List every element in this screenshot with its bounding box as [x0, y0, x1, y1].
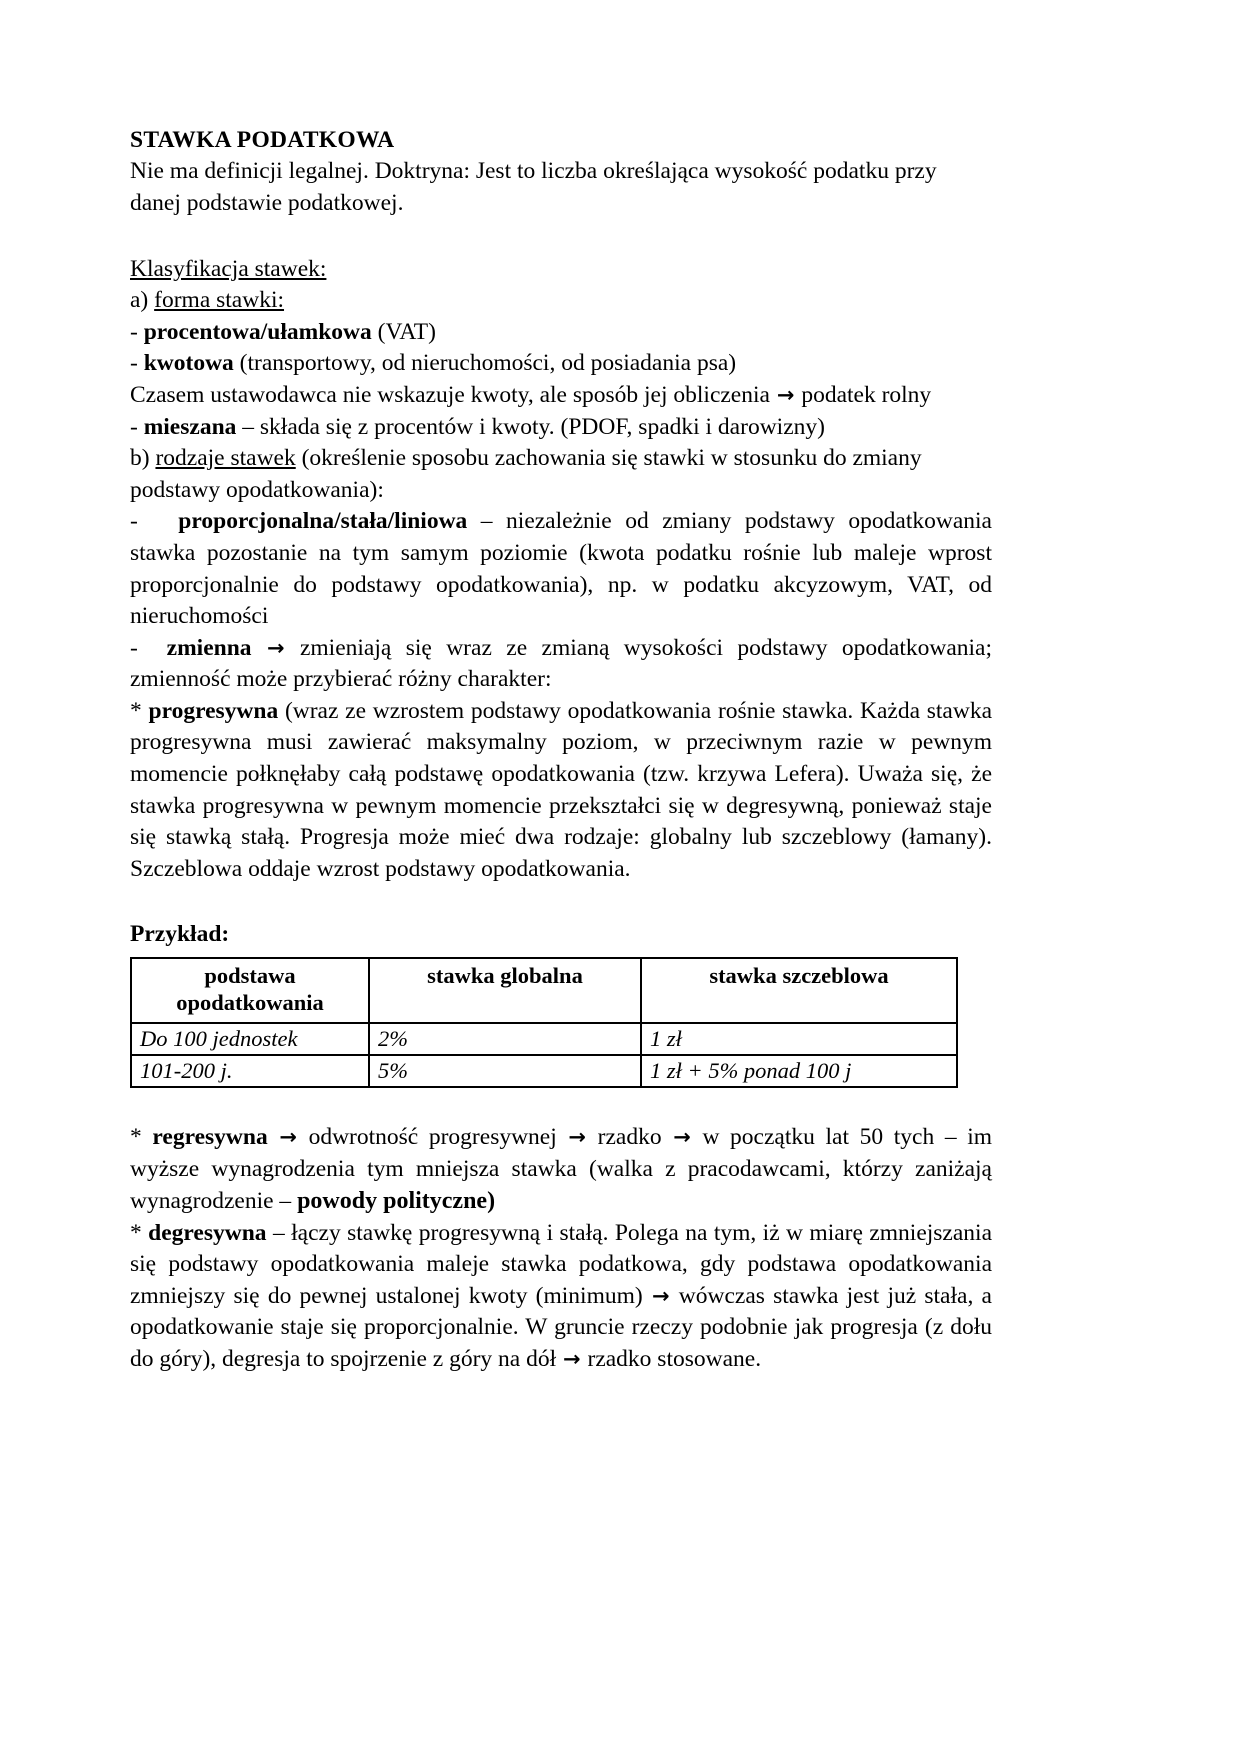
column-header-podstawa: podstawa opodatkowania	[131, 958, 369, 1023]
section-b-heading	[130, 443, 992, 506]
column-header-globalna: stawka globalna	[369, 958, 641, 1023]
right-arrow-icon: →	[568, 1124, 587, 1149]
spacer	[130, 220, 992, 254]
note-text-after: podatek rolny	[795, 381, 932, 408]
dash-marker: -	[130, 350, 138, 377]
cell-globalna: 2%	[369, 1023, 641, 1055]
term-procentowa-rest: (VAT)	[371, 318, 436, 345]
term-progresywna: progresywna	[148, 697, 279, 724]
term-procentowa: procentowa/ułamkowa	[143, 318, 372, 345]
example-table	[130, 957, 958, 1088]
list-item-procentowa	[130, 317, 992, 349]
term-kwotowa: kwotowa	[143, 350, 234, 377]
paragraph-proporcjonalna	[130, 506, 992, 632]
regresywna-segment-1: odwrotność progresywnej	[297, 1123, 568, 1150]
note-text-before: Czasem ustawodawca nie wskazuje kwoty, ale sposób jej obliczenia	[130, 381, 776, 408]
term-degresywna: degresywna	[148, 1219, 267, 1246]
list-item-mieszana	[130, 412, 992, 444]
degresywna-segment-1: – łączy stawkę progresywną i stałą. Polega na tym, iż w miarę zmniejszania się podstawy opodatkowania maleje stawka podatkowa, gdy podstawa opodatkowania zmniejszy się do pewnej ustalonej kwoty (minimum)	[130, 1219, 992, 1309]
classification-heading-label: Klasyfikacja stawek:	[130, 255, 327, 282]
classification-heading	[130, 254, 992, 286]
bullet-marker: *	[130, 1219, 142, 1246]
term-zmienna-rest: zmieniają się wraz ze zmianą wysokości podstawy opodatkowania; zmienność może przybierać różny charakter:	[130, 634, 993, 693]
section-b-heading-label: rodzaje stawek	[155, 445, 296, 472]
term-zmienna: zmienna	[166, 634, 252, 661]
page-title: STAWKA PODATKOWA	[130, 127, 395, 153]
bullet-marker: *	[130, 697, 142, 724]
regresywna-emphasis: powody polityczne)	[297, 1188, 496, 1215]
right-arrow-icon: →	[673, 1124, 691, 1149]
regresywna-segment-3: w początku lat 50 tych – im wyższe wynagrodzenia tym mniejsza stawka (walka z pracodawcami, którzy zaniżają wynagrodzenie –	[130, 1123, 993, 1215]
right-arrow-icon: →	[266, 635, 285, 660]
section-a-marker: a)	[130, 287, 149, 314]
right-arrow-icon: →	[279, 1124, 297, 1149]
cell-globalna: 5%	[369, 1055, 641, 1087]
section-a-heading-label: forma stawki:	[154, 287, 285, 314]
table-row	[131, 1023, 957, 1055]
spacer	[130, 885, 992, 919]
cell-szczeblowa: 1 zł	[641, 1023, 957, 1055]
table-header-row	[131, 958, 957, 1023]
example-label: Przykład:	[130, 921, 230, 948]
paragraph-zmienna	[130, 633, 992, 696]
right-arrow-icon: →	[563, 1347, 581, 1372]
cell-szczeblowa: 1 zł + 5% ponad 100 j	[641, 1055, 957, 1087]
dash-marker: -	[130, 413, 138, 440]
term-mieszana: mieszana	[143, 413, 237, 440]
cell-podstawa: Do 100 jednostek	[131, 1023, 369, 1055]
paragraph-progresywna	[130, 696, 992, 886]
list-item-kwotowa	[130, 348, 992, 380]
dash-marker: -	[130, 318, 138, 345]
document-page	[130, 126, 992, 1376]
degresywna-segment-3: rzadko stosowane.	[581, 1346, 762, 1373]
dash-marker: -	[130, 508, 138, 535]
note-ustawodawca	[130, 380, 992, 412]
bullet-marker: *	[130, 1123, 142, 1150]
term-progresywna-rest: (wraz ze wzrostem podstawy opodatkowania rośnie stawka. Każda stawka progresywna musi zawierać maksymalny poziom, w przeciwnym razie w pewnym momencie połknęłaby całą podstawę opodatkowania (tzw. krzywa Lefera). Uważa się, że stawka progresywna w pewnym momencie przekształci się w degresywną, ponieważ staje się stawką stałą. Progresja może mieć dwa rodzaje: globalny lub szczeblowy (łamany). Szczeblowa oddaje wzrost podstawy opodatkowania.	[130, 697, 993, 882]
cell-podstawa: 101-200 j.	[131, 1055, 369, 1087]
term-regresywna: regresywna	[152, 1123, 268, 1150]
regresywna-segment-2: rzadko	[587, 1123, 673, 1150]
section-b-heading-rest: (określenie sposobu zachowania się stawki w stosunku do zmiany podstawy opodatkowania):	[130, 445, 922, 503]
term-proporcjonalna: proporcjonalna/stała/liniowa	[178, 508, 468, 535]
degresywna-segment-2: wówczas stawka jest już stała, a opodatkowanie staje się proporcjonalnie. W gruncie rzeczy podobnie jak progresja (z dołu do góry), degresja to spojrzenie z góry na dół	[130, 1282, 992, 1373]
right-arrow-icon: →	[776, 382, 795, 407]
intro-paragraph: Nie ma definicji legalnej. Doktryna: Jest to liczba określająca wysokość podatku przy danej podstawie podatkowej.	[130, 158, 937, 216]
term-kwotowa-rest: (transportowy, od nieruchomości, od posiadania psa)	[233, 350, 737, 377]
section-a-heading	[130, 285, 992, 317]
paragraph-degresywna	[130, 1218, 992, 1376]
right-arrow-icon: →	[651, 1283, 670, 1308]
term-mieszana-rest: – składa się z procentów i kwoty. (PDOF, spadki i darowizny)	[236, 413, 825, 440]
spacer	[130, 1088, 992, 1122]
dash-marker: -	[130, 634, 138, 661]
section-b-marker: b)	[130, 445, 150, 472]
term-proporcjonalna-rest: – niezależnie od zmiany podstawy opodatkowania stawka pozostanie na tym samym poziomie (kwota podatku rośnie lub maleje wprost proporcjonalnie do podstawy opodatkowania), np. w podatku akcyzowym, VAT, od nieruchomości	[130, 508, 992, 630]
table-row	[131, 1055, 957, 1087]
column-header-szczeblowa: stawka szczeblowa	[641, 958, 957, 1023]
paragraph-regresywna	[130, 1122, 992, 1218]
